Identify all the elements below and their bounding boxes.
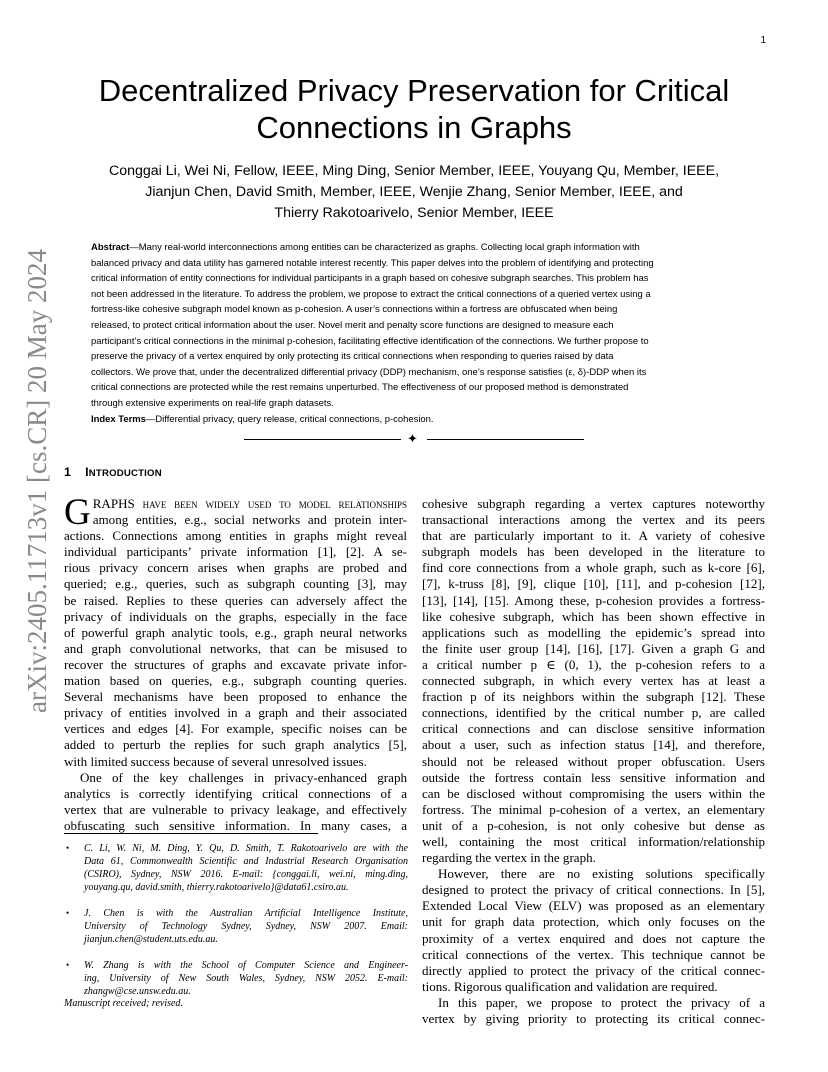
right-column xyxy=(422,496,765,1027)
manuscript-note: Manuscript received; revised. xyxy=(64,998,183,1009)
footnote-line: jianjun.chen@student.uts.edu.au. xyxy=(84,934,218,945)
text-line: recover the structures of graphs and excavate private infor- xyxy=(64,656,407,672)
bullet-icon: • xyxy=(66,960,70,970)
text-line: mation based on queries, e.g., subgraph counting queries. xyxy=(64,673,407,689)
text-line: that are particularly important to it. A variety of cohesive xyxy=(422,528,765,544)
separator-star-icon: ✦ xyxy=(407,432,418,447)
author-list xyxy=(60,161,768,224)
paper-title xyxy=(60,72,768,146)
abstract-line: —Many real-world interconnections among entities can be characterized as graphs. Collecting local graph information with xyxy=(129,242,640,253)
index-terms-label: Index Terms xyxy=(91,414,146,425)
text-line: tions. Rigorous qualification and validation are required. xyxy=(422,978,718,994)
abstract-line: critical connections are protected while the rest remains unperturbed. The effectiveness of our proposed method is demonstrated xyxy=(91,382,629,394)
text-line: Extended Local View (ELV) was proposed as an elementary xyxy=(422,898,765,914)
bullet-icon: • xyxy=(66,843,70,853)
footnote-rule xyxy=(64,833,318,834)
text-line: applications such as modelling the epidemic’s spread into xyxy=(422,624,765,640)
text-line: fortress. The minimal p-cohesion of a vertex, an elementary xyxy=(422,801,765,817)
paragraph xyxy=(64,492,407,770)
footnote-line: ing, University of New South Wales, Sydney, NSW 2052. E-mail: xyxy=(84,973,408,984)
text-line: about a user, such as infection status [14], and therefore, xyxy=(422,737,765,753)
text-line: obfuscating such sensitive information. In many cases, a xyxy=(64,817,407,833)
title-line: Decentralized Privacy Preservation for Critical xyxy=(98,73,730,108)
text-line: [13], [14], [15]. Among these, p-cohesion provides a fortress- xyxy=(422,592,765,608)
text-line: with limited success because of several unresolved issues. xyxy=(64,753,367,769)
footnote-line: W. Zhang is with the School of Computer Science and Engineer- xyxy=(84,960,408,971)
text-line: a critical number p ∈ (0, 1), the p-cohesion refers to a xyxy=(422,656,765,672)
abstract-line: not been addressed in the literature. To address the problem, we propose to extract the critical connections of a queried vertex using a xyxy=(91,288,651,300)
abstract-label: Abstract xyxy=(91,242,130,253)
footnote-line: C. Li, W. Ni, M. Ding, Y. Qu, D. Smith, T. Rakotoarivelo are with the xyxy=(84,843,408,854)
paragraph xyxy=(422,995,765,1027)
text-line: actions. Connections among entities in graphs might reveal xyxy=(64,528,407,544)
text-line: rious privacy concern arises when graphs are probed and xyxy=(64,560,407,576)
text-line: In this paper, we propose to protect the privacy of a xyxy=(438,994,765,1010)
abstract-line: fortress-like cohesive subgraph model known as p-cohesion. A user’s connections within a fortress are obfuscated when being xyxy=(91,304,618,316)
abstract xyxy=(91,240,737,412)
text-line: the finite user group [14], [16], [17]. Given a graph G and xyxy=(422,640,765,656)
text-line: privacy of individuals on the graphs, especially in the face xyxy=(64,608,407,624)
text-line: directly applied to protect the privacy of the critical connec- xyxy=(422,962,765,978)
text-line: among entities, e.g., social networks and protein inter- xyxy=(92,512,407,528)
text-line: and graph convolutional networks, that can be misused to xyxy=(64,640,407,656)
abstract-line: through extensive experiments on real-life graph datasets. xyxy=(91,397,334,409)
text-line: cohesive subgraph regarding a vertex captures noteworthy xyxy=(422,496,765,511)
index-terms-text: —Differential privacy, query release, critical connections, p-cohesion. xyxy=(145,414,434,425)
title-line: Connections in Graphs xyxy=(256,110,572,145)
abstract-line: balanced privacy and data utility has garnered notable interest recently. This paper delves into the problem of identifying and protecting xyxy=(91,257,654,269)
text-line: analytics is correctly identifying critical connections of a xyxy=(64,785,407,801)
separator-rule-left xyxy=(244,439,401,440)
section-number: 1 xyxy=(64,465,72,479)
text-line: of powerful graph analytic tools, e.g., graph neural networks xyxy=(64,624,407,640)
text-line: However, there are no existing solutions specifically xyxy=(438,866,765,882)
abstract-line: collectors. We prove that, under the decentralized differential privacy (DDP) mechanism, one’s response satisfies (ε, δ)-DDP when its xyxy=(91,366,647,378)
abstract-line: preserve the privacy of a vertex enquired by only protecting its critical connections when responding to queries raised by data xyxy=(91,351,614,363)
text-line: One of the key challenges in privacy-enhanced graph xyxy=(80,769,407,785)
text-line: connections, identified by the critical number p, are called xyxy=(422,705,765,721)
paragraph xyxy=(422,496,765,866)
bullet-icon: • xyxy=(66,908,70,918)
footnote-line: zhangw@cse.unsw.edu.au. xyxy=(84,986,191,997)
text-line: can be disclosed without compromising the users within the xyxy=(422,785,765,801)
text-line: well, containing the most critical information/relationship xyxy=(422,833,765,849)
text-line: transactional interactions among the vertex and its peers xyxy=(422,512,765,528)
drop-cap: G xyxy=(64,492,91,533)
text-line: proximity of a vertex enquired and does not capture the xyxy=(422,930,765,946)
text-line: added to perturb the replies for such graph analytics [5], xyxy=(64,737,407,753)
text-line: critical connections and can disclose sensitive information xyxy=(422,721,765,737)
text-line: [7], k-truss [8], [9], clique [10], [11], and p-cohesion [12], xyxy=(422,576,765,592)
text-line: should not be released without proper obfuscation. Users xyxy=(422,753,765,769)
abstract-line: participant’s critical connections in the minimal p-cohesion, facilitating effective identification of the connections. We further propose to xyxy=(91,335,649,347)
footnote-line: University of Technology Sydney, Sydney, NSW 2007. Email: xyxy=(84,921,408,932)
page-number: 1 xyxy=(760,35,766,46)
section-title-initial: I xyxy=(85,465,89,479)
paragraph xyxy=(64,770,407,834)
section-heading xyxy=(64,465,162,479)
footnote-line: Data 61, Commonwealth Scientific and Industrial Research Organisation xyxy=(84,856,408,867)
paragraph xyxy=(422,866,765,995)
abstract-line: critical information of entity connections for individual participants in a graph based on cohesive subgraph searches. This problem has xyxy=(91,273,649,285)
text-line: designed to protect the privacy of critical connections. In [5], xyxy=(422,882,765,898)
section-title-rest: NTRODUCTION xyxy=(88,468,162,479)
arxiv-identifier-stamp: arXiv:2405.11713v1 [cs.CR] 20 May 2024 xyxy=(22,249,52,713)
footnote xyxy=(64,907,408,946)
text-line: fraction p of its neighbors within the subgraph [12]. These xyxy=(422,689,765,705)
footnote-line: (CSIRO), Sydney, NSW 2016. E-mail: {conggai.li, wei.ni, ming.ding, xyxy=(84,869,408,880)
text-line: be raised. Replies to these queries can adversely affect the xyxy=(64,592,407,608)
text-line: connected subgraph, in which every vertex has at least a xyxy=(422,673,765,689)
text-line: vertex that are vulnerable to privacy leakage, and effectively xyxy=(64,801,407,817)
text-line: unit for graph data protection, which only focuses on the xyxy=(422,914,765,930)
abstract-line: released, to protect critical information about the user. Novel merit and penalty score functions are designed to measure each xyxy=(91,319,614,331)
text-line: queried; e.g., queries, such as subgraph counting [3], may xyxy=(64,576,407,592)
author-line: Conggai Li, Wei Ni, Fellow, IEEE, Ming Ding, Senior Member, IEEE, Youyang Qu, Member, IEEE, xyxy=(108,163,720,179)
footnote-line: youyang.qu, david.smith, thierry.rakotoarivelo}@data61.csiro.au. xyxy=(84,882,349,893)
author-line: Thierry Rakotoarivelo, Senior Member, IEEE xyxy=(274,205,554,221)
text-line: unit of a p-cohesion, is not only cohesive but dense as xyxy=(422,817,765,833)
text-line: subgraph models has been developed in the literature to xyxy=(422,544,765,560)
text-line: outside the fortress contain less sensitive information and xyxy=(422,769,765,785)
left-column xyxy=(64,492,407,834)
footnotes xyxy=(64,842,408,1011)
text-line: regarding the vertex in the graph. xyxy=(422,850,596,866)
text-line: critical connections of the vertex. This technique cannot be xyxy=(422,946,765,962)
text-line: privacy of entities involved in a graph and their associated xyxy=(64,705,407,721)
text-line: Several mechanisms have been proposed to enhance the xyxy=(64,689,407,705)
footnote-line: J. Chen is with the Australian Artificial Intelligence Institute, xyxy=(84,908,408,919)
text-line: like cohesive subgraph, which has been shown effective in xyxy=(422,608,765,624)
index-terms xyxy=(91,412,737,427)
footnote xyxy=(64,959,408,998)
text-line: find core connections from a whole graph, such as k-core [6], xyxy=(422,560,765,576)
text-line: vertices and edges [4]. For example, specific noises can be xyxy=(64,721,407,737)
separator-rule-right xyxy=(427,439,584,440)
text-line: vertex by giving priority to protecting its critical connec- xyxy=(422,1011,765,1026)
footnote xyxy=(64,842,408,894)
text-line: individual participants’ private information [1], [2]. A se- xyxy=(64,544,407,560)
author-line: Jianjun Chen, David Smith, Member, IEEE, Wenjie Zhang, Senior Member, IEEE, and xyxy=(145,184,683,200)
section-separator xyxy=(244,433,584,447)
text-line: RAPHS have been widely used to model relationships xyxy=(92,496,407,511)
